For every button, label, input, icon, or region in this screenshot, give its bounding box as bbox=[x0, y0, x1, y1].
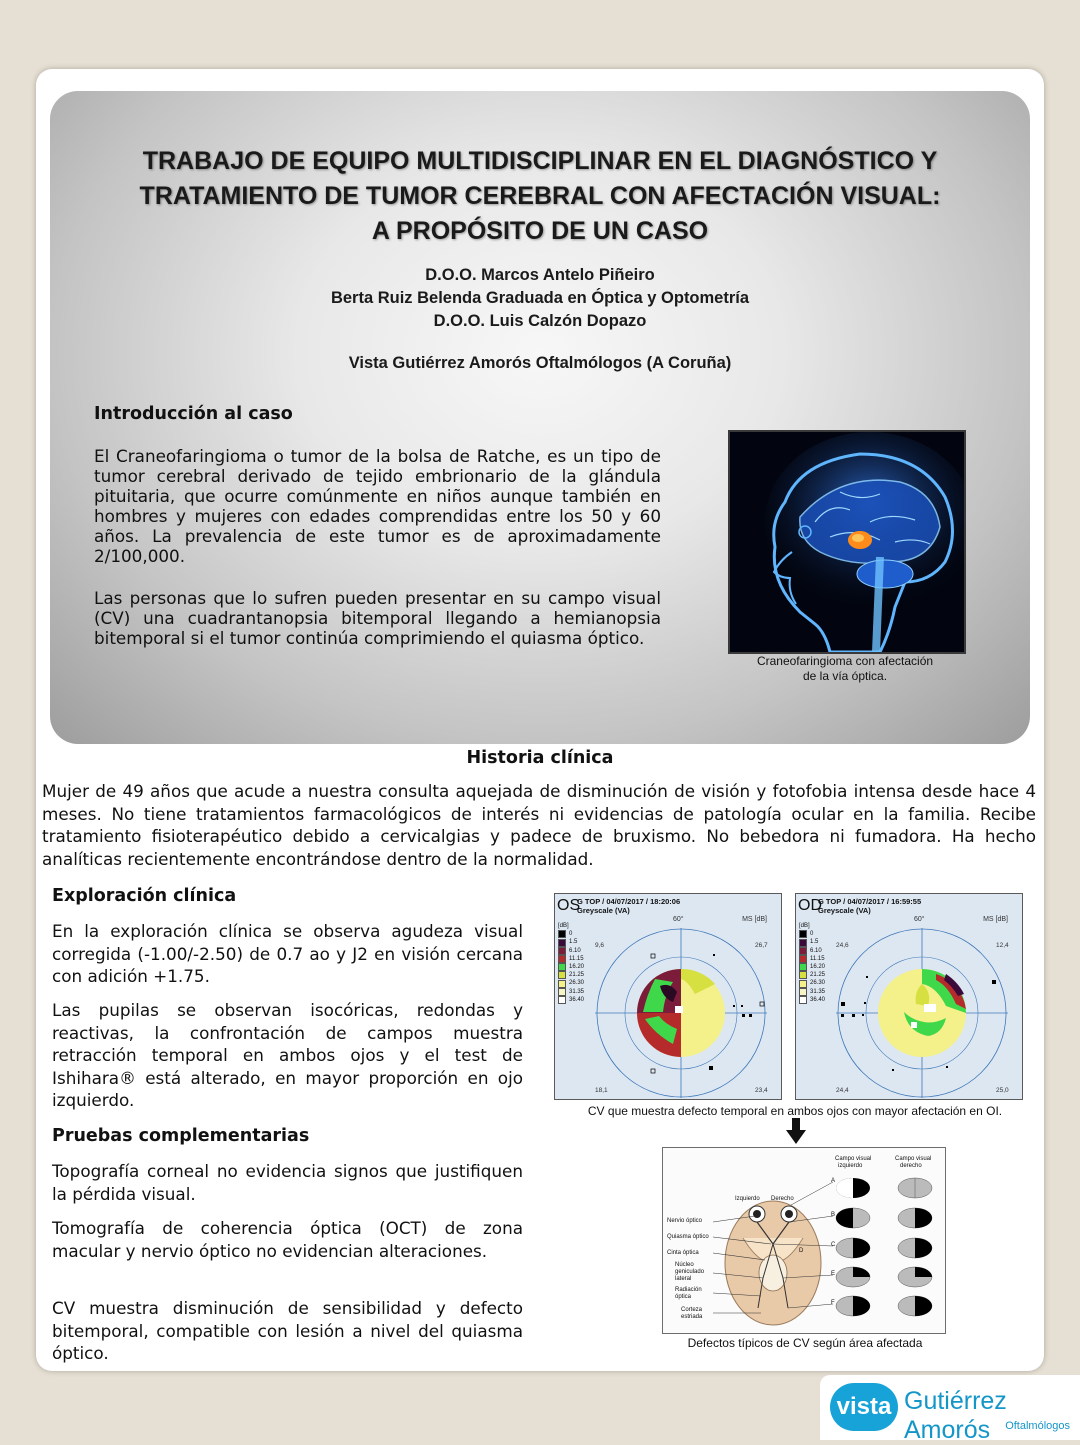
legend-row: 6.10 bbox=[799, 947, 825, 955]
vista-logo-mark: vista bbox=[830, 1383, 898, 1431]
right-db-legend bbox=[799, 922, 825, 1004]
diagram-label-cortex-2: estriada bbox=[681, 1314, 703, 1320]
diagram-letter-c: C bbox=[831, 1242, 836, 1248]
exploration-paragraph-2: Las pupilas se observan isocóricas, redondas y reactivas, la confrontación de campos muestra retracción temporal en ambos ojos y el test de Ishihara® está alterado, en mayor proporción en ojo izquierdo. bbox=[52, 1000, 523, 1110]
defect-row bbox=[836, 1178, 932, 1198]
author-list bbox=[60, 264, 1020, 333]
right-value-bottom-right: 25,0 bbox=[996, 1087, 1009, 1094]
legend-row: 11.15 bbox=[558, 955, 584, 963]
left-db-unit: [dB] bbox=[558, 923, 569, 929]
diagram-col-left-line-1: Campo visual bbox=[835, 1156, 872, 1162]
diagram-letter-b: B bbox=[831, 1212, 836, 1218]
defect-row bbox=[836, 1267, 932, 1287]
legend-row: 6.10 bbox=[558, 947, 584, 955]
left-value-bottom-left: 18,1 bbox=[595, 1087, 608, 1094]
diagram-letter-a: A bbox=[831, 1178, 836, 1184]
legend-row: 16.20 bbox=[799, 963, 825, 971]
left-value-bottom-right: 23,4 bbox=[755, 1087, 768, 1094]
diagram-eye-left: Izquierdo bbox=[735, 1196, 760, 1202]
eye-label-left: OS bbox=[557, 897, 581, 914]
affiliation: Vista Gutiérrez Amorós Oftalmólogos (A Coruña) bbox=[348, 354, 732, 372]
legend-row: 0 bbox=[558, 930, 584, 938]
exploration-paragraph-1: En la exploración clínica se observa agudeza visual corregida (-1.00/-2.50) de 0.7 ao y J2 en visión cercana con adición +1.75. bbox=[52, 921, 523, 986]
visual-field-left-eye bbox=[554, 893, 782, 1100]
visual-field-left-meta bbox=[577, 897, 680, 915]
clinic-logo bbox=[820, 1375, 1080, 1444]
diagram-label-nucleus-2: geniculado bbox=[675, 1269, 705, 1275]
intro-heading: Introducción al caso bbox=[94, 404, 293, 424]
defect-row bbox=[836, 1296, 932, 1316]
tests-heading: Pruebas complementarias bbox=[52, 1126, 310, 1146]
history-heading: Historia clínica bbox=[466, 748, 614, 768]
diagram-label-radiation-2: óptica bbox=[675, 1294, 692, 1300]
diagram-letter-f: F bbox=[831, 1300, 835, 1306]
diagram-label-optic-tract: Cinta óptica bbox=[667, 1250, 699, 1256]
left-value-top-left: 9,6 bbox=[595, 942, 605, 949]
right-ms-label: MS [dB] bbox=[983, 916, 1008, 923]
title-line-1: TRABAJO DE EQUIPO MULTIDISCIPLINAR EN EL DIAGNÓSTICO Y bbox=[142, 147, 938, 175]
defect-row bbox=[836, 1238, 932, 1258]
diagram-label-radiation-1: Radiación bbox=[675, 1287, 702, 1293]
poster-title bbox=[60, 144, 1020, 249]
legend-row: 16.20 bbox=[558, 963, 584, 971]
arrow-down-icon bbox=[786, 1118, 806, 1144]
logo-subtitle: Oftalmólogos bbox=[1005, 1420, 1070, 1432]
legend-row: 1.5 bbox=[799, 938, 825, 946]
diagram-caption: Defectos típicos de CV según área afectada bbox=[687, 1336, 923, 1350]
visual-field-caption: CV que muestra defecto temporal en ambos ojos con mayor afectación en OI. bbox=[587, 1104, 1003, 1118]
visual-field-left-plot bbox=[555, 894, 781, 1099]
right-db-unit: [dB] bbox=[799, 923, 810, 929]
right-value-bottom-left: 24,4 bbox=[836, 1087, 849, 1094]
brain-caption-line-2: de la vía óptica. bbox=[802, 669, 888, 683]
brain-scan-illustration bbox=[728, 430, 966, 654]
right-greyscale-label: Greyscale (VA) bbox=[818, 906, 871, 915]
visual-field-right-meta bbox=[818, 897, 921, 915]
right-test-header: G TOP / 04/07/2017 / 16:59:55 bbox=[818, 897, 922, 906]
left-ms-label: MS [dB] bbox=[742, 916, 767, 923]
legend-row: 36.40 bbox=[799, 996, 825, 1004]
diagram-col-right-line-2: derecho bbox=[900, 1163, 922, 1169]
left-test-header: G TOP / 04/07/2017 / 18:20:06 bbox=[577, 897, 681, 906]
right-degree-label: 60° bbox=[914, 916, 925, 923]
diagram-letter-d: D bbox=[799, 1248, 804, 1254]
brain-caption-line-1: Craneofaringioma con afectación bbox=[756, 654, 934, 668]
left-db-legend bbox=[558, 922, 584, 1004]
diagram-label-nucleus-1: Núcleo bbox=[675, 1262, 694, 1268]
defect-row bbox=[836, 1208, 932, 1228]
legend-row: 1.5 bbox=[558, 938, 584, 946]
tests-paragraph-2: Tomografía de coherencia óptica (OCT) de zona macular y nervio óptico no evidencian alteraciones. bbox=[52, 1218, 523, 1261]
author-2: Berta Ruiz Belenda Graduada en Óptica y Optometría bbox=[330, 289, 750, 307]
diagram-label-nucleus-3: lateral bbox=[675, 1276, 692, 1282]
left-greyscale-label: Greyscale (VA) bbox=[577, 906, 630, 915]
diagram-label-cortex-1: Corteza bbox=[681, 1307, 703, 1313]
author-3: D.O.O. Luis Calzón Dopazo bbox=[433, 312, 647, 330]
left-value-top-right: 26,7 bbox=[755, 942, 768, 949]
legend-row: 11.15 bbox=[799, 955, 825, 963]
legend-row: 0 bbox=[799, 930, 825, 938]
legend-row: 26.30 bbox=[558, 979, 584, 987]
exploration-heading: Exploración clínica bbox=[52, 886, 237, 906]
diagram-col-left-line-2: izquierdo bbox=[838, 1163, 863, 1169]
legend-row: 31.35 bbox=[558, 988, 584, 996]
tests-paragraph-1: Topografía corneal no evidencia signos que justifiquen la pérdida visual. bbox=[52, 1161, 523, 1204]
visual-field-right-plot bbox=[796, 894, 1022, 1099]
intro-paragraph-2: Las personas que lo sufren pueden presentar en su campo visual (CV) una cuadrantanopsia bitemporal llegando a hemianopsia bitemporal si el tumor continúa comprimiendo el quiasma óptico. bbox=[94, 588, 661, 648]
brain-image-caption bbox=[706, 654, 984, 684]
legend-row: 31.35 bbox=[799, 988, 825, 996]
diagram-eye-right: Derecho bbox=[771, 1196, 794, 1202]
legend-row: 36.40 bbox=[558, 996, 584, 1004]
right-value-top-right: 12,4 bbox=[996, 942, 1009, 949]
logo-name: Gutiérrez Amorós bbox=[904, 1387, 1007, 1444]
legend-row: 26.30 bbox=[799, 979, 825, 987]
right-value-top-left: 24,6 bbox=[836, 942, 849, 949]
visual-pathway-diagram bbox=[662, 1147, 946, 1334]
history-paragraph: Mujer de 49 años que acude a nuestra consulta aquejada de disminución de visión y fotofobia intensa desde hace 4 meses. No tiene tratamientos farmacológicos de interés ni evidencias de patología ocular en la familia. Recibe tratamiento fisioterapéutico debido a cervicalgias y padece de bruxismo. No bebedora ni fumadora. Ha hecho analíticas recientemente encontrándose dentro de la normalidad. bbox=[42, 781, 1036, 869]
diagram-col-right-line-1: Campo visual bbox=[895, 1156, 932, 1162]
diagram-letter-e: E bbox=[831, 1271, 836, 1277]
intro-paragraph-1: El Craneofaringioma o tumor de la bolsa de Ratche, es un tipo de tumor cerebral derivado de tejido embrionario de la glándula pituitaria, que ocurre comúnmente en niños aunque también en hombres y mujeres con edades comprendidas entre los 50 y 60 años. La prevalencia de este tumor es de aproximadamente 2/100,000. bbox=[94, 446, 661, 566]
diagram-label-chiasm: Quiasma óptico bbox=[667, 1234, 709, 1240]
tests-paragraph-3: CV muestra disminución de sensibilidad y defecto bitemporal, compatible con lesión a nivel del quiasma óptico. bbox=[52, 1298, 523, 1363]
eye-label-right: OD bbox=[798, 897, 822, 914]
author-1: D.O.O. Marcos Antelo Piñeiro bbox=[425, 266, 655, 284]
legend-row: 21.25 bbox=[799, 971, 825, 979]
diagram-label-optic-nerve: Nervio óptico bbox=[667, 1218, 703, 1224]
legend-row: 21.25 bbox=[558, 971, 584, 979]
left-degree-label: 60° bbox=[673, 916, 684, 923]
visual-field-right-eye bbox=[795, 893, 1023, 1100]
title-line-3: A PROPÓSITO DE UN CASO bbox=[371, 217, 709, 245]
visual-pathway-illustration bbox=[663, 1148, 945, 1333]
title-line-2: TRATAMIENTO DE TUMOR CEREBRAL CON AFECTACIÓN VISUAL: bbox=[139, 182, 941, 210]
